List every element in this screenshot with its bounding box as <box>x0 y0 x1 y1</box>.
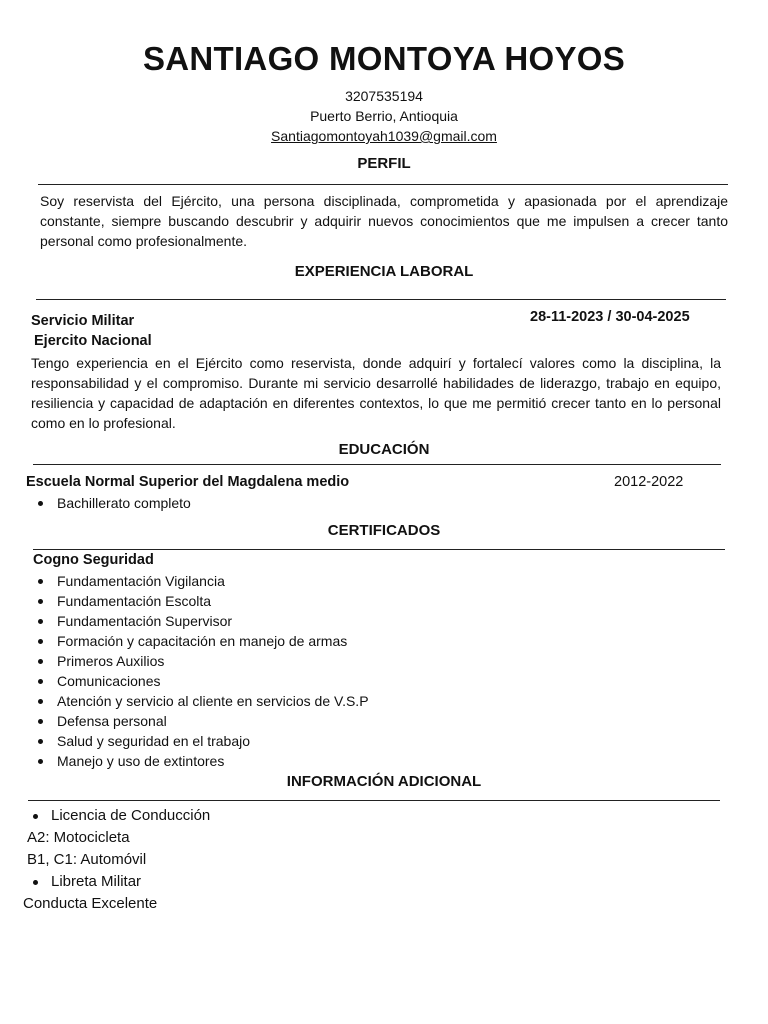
experience-text: Tengo experiencia en el Ejército como reservista, donde adquirí y fortalecí valores como la disciplina, la responsabilidad y el compromiso. Durante mi servicio desarrollé habilidades de liderazgo, trabajo en equipo, resiliencia y capacidad de adaptación en diferentes contextos, lo que me permitió crecer tanto en lo personal como en lo profesional. <box>31 355 721 431</box>
section-title-education: EDUCACIÓN <box>338 441 430 458</box>
profile-text: Soy reservista del Ejército, una persona disciplinada, comprometida y apasionada por el aprendizaje constante, siempre buscando descubrir y adquirir nuevos conocimientos que me impulsen a crecer tanto personal como profesionalmente. <box>40 193 728 249</box>
list-item: Fundamentación Supervisor <box>32 611 369 631</box>
list-item: Fundamentación Vigilancia <box>32 571 369 591</box>
certificate-provider: Cogno Seguridad <box>33 552 154 568</box>
list-item: Atención y servicio al cliente en servicios de V.S.P <box>32 691 369 711</box>
list-item: Fundamentación Escolta <box>32 591 369 611</box>
license-a2: A2: Motocicleta <box>27 829 130 846</box>
section-title-certificates: CERTIFICADOS <box>327 522 441 539</box>
list-item: Defensa personal <box>32 711 369 731</box>
list-item: Salud y seguridad en el trabajo <box>32 731 369 751</box>
email-container <box>0 128 768 144</box>
job-dates: 28-11-2023 / 30-04-2025 <box>530 309 690 325</box>
certificates-list <box>32 571 369 771</box>
email-link[interactable]: Santiagomontoyah1039@gmail.com <box>271 128 497 144</box>
job-role: Servicio Militar <box>31 313 135 329</box>
section-divider <box>36 299 726 300</box>
education-list <box>32 493 191 513</box>
list-item: Comunicaciones <box>32 671 369 691</box>
location: Puerto Berrio, Antioquia <box>310 108 458 124</box>
additional-info-block <box>24 805 210 915</box>
section-divider <box>33 549 725 550</box>
section-divider <box>28 800 720 801</box>
military-label: Libreta Militar <box>24 871 210 893</box>
section-divider <box>38 184 728 185</box>
section-title-additional: INFORMACIÓN ADICIONAL <box>286 773 482 790</box>
phone-number: 3207535194 <box>345 88 423 104</box>
candidate-name: SANTIAGO MONTOYA HOYOS <box>142 40 626 77</box>
job-organization: Ejercito Nacional <box>34 333 152 349</box>
list-item: Formación y capacitación en manejo de armas <box>32 631 369 651</box>
section-title-experience: EXPERIENCIA LABORAL <box>294 263 474 280</box>
section-title-profile: PERFIL <box>357 155 411 172</box>
license-label: Licencia de Conducción <box>24 805 210 827</box>
list-item: Bachillerato completo <box>32 493 191 513</box>
list-item: Primeros Auxilios <box>32 651 369 671</box>
education-years: 2012-2022 <box>614 474 684 490</box>
license-b1-c1: B1, C1: Automóvil <box>27 851 147 868</box>
section-divider <box>33 464 721 465</box>
list-item: Manejo y uso de extintores <box>32 751 369 771</box>
school-name: Escuela Normal Superior del Magdalena medio <box>26 474 350 490</box>
military-conduct: Conducta Excelente <box>23 895 158 912</box>
